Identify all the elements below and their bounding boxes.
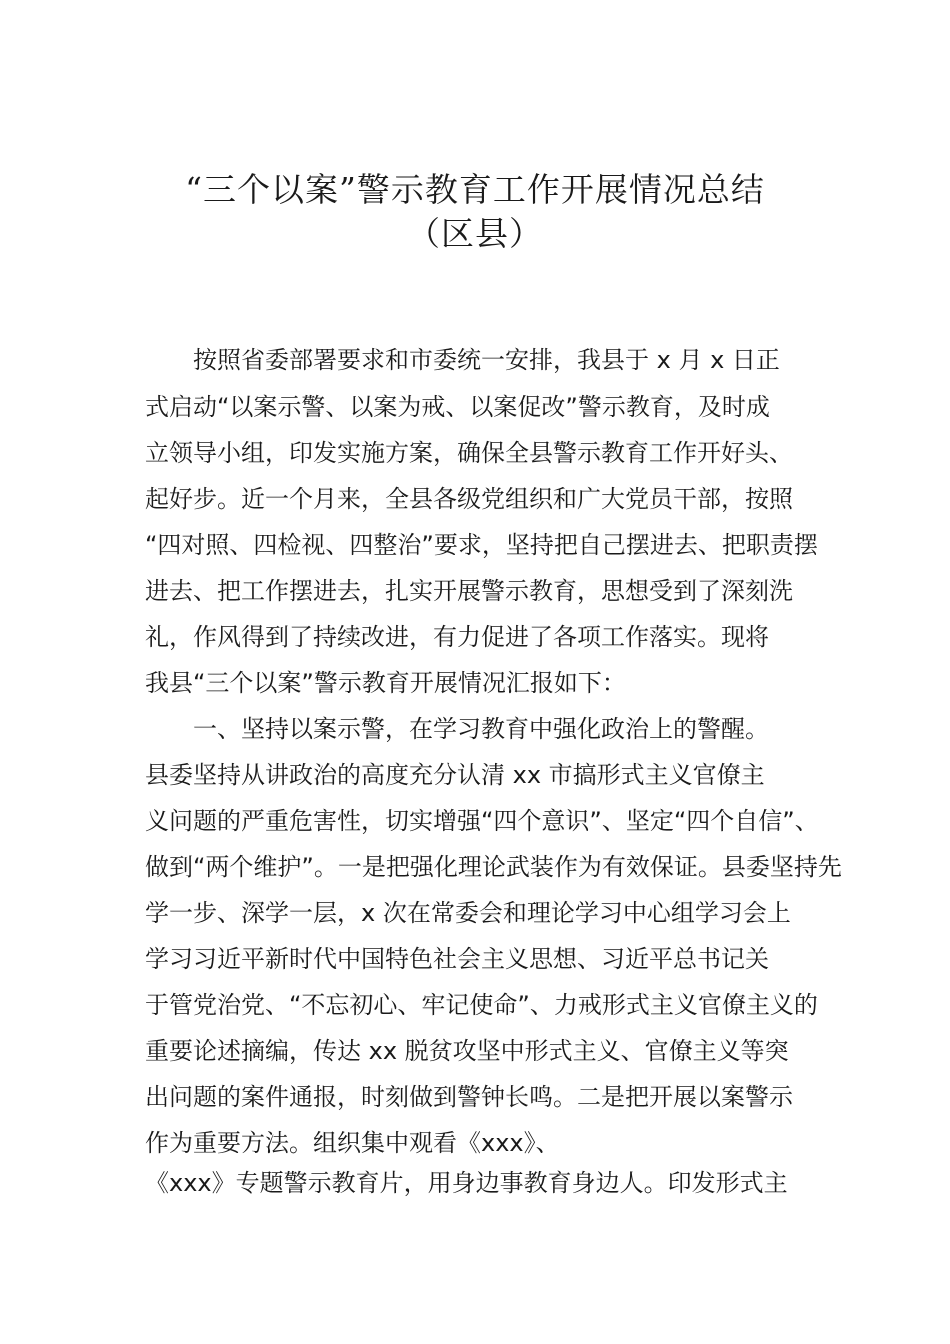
body-line: 学习习近平新时代中国特色社会主义思想、习近平总书记关: [145, 945, 769, 973]
body-line: 做到“两个维护”。一是把强化理论武装作为有效保证。县委坚持先: [145, 853, 842, 881]
body-line: 我县“三个以案”警示教育开展情况汇报如下：: [145, 669, 626, 697]
body-line: 礼，作风得到了持续改进，有力促进了各项工作落实。现将: [145, 623, 769, 651]
body-line: 县委坚持从讲政治的高度充分认清 xx 市搞形式主义官僚主: [145, 761, 765, 789]
document-title: “三个以案”警示教育工作开展情况总结: [185, 170, 765, 209]
body-line: 作为重要方法。组织集中观看《xxx》、: [145, 1129, 560, 1157]
body-line: 于管党治党、“不忘初心、牢记使命”、力戒形式主义官僚主义的: [145, 991, 818, 1019]
body-line: 按照省委部署要求和市委统一安排，我县于 x 月 x 日正: [145, 346, 780, 374]
section-heading-line: 一、坚持以案示警，在学习教育中强化政治上的警醒。: [145, 715, 769, 743]
document-subtitle: （区县）: [407, 214, 543, 253]
body-line: 起好步。近一个月来，全县各级党组织和广大党员干部，按照: [145, 485, 793, 513]
body-line: 重要论述摘编，传达 xx 脱贫攻坚中形式主义、官僚主义等突: [145, 1037, 789, 1065]
body-line: 义问题的严重危害性，切实增强“四个意识”、坚定“四个自信”、: [145, 807, 819, 835]
body-line: 出问题的案件通报，时刻做到警钟长鸣。二是把开展以案警示: [145, 1083, 793, 1111]
body-line: 学一步、深学一层，x 次在常委会和理论学习中心组学习会上: [145, 899, 791, 927]
body-line: 式启动“以案示警、以案为戒、以案促改”警示教育，及时成: [145, 393, 770, 421]
body-line: 立领导小组，印发实施方案，确保全县警示教育工作开好头、: [145, 439, 793, 467]
body-line: “四对照、四检视、四整治”要求，坚持把自己摆进去、把职责摆: [145, 531, 818, 559]
body-line: 《xxx》专题警示教育片，用身边事教育身边人。印发形式主: [145, 1169, 788, 1197]
body-line: 进去、把工作摆进去，扎实开展警示教育，思想受到了深刻洗: [145, 577, 793, 605]
